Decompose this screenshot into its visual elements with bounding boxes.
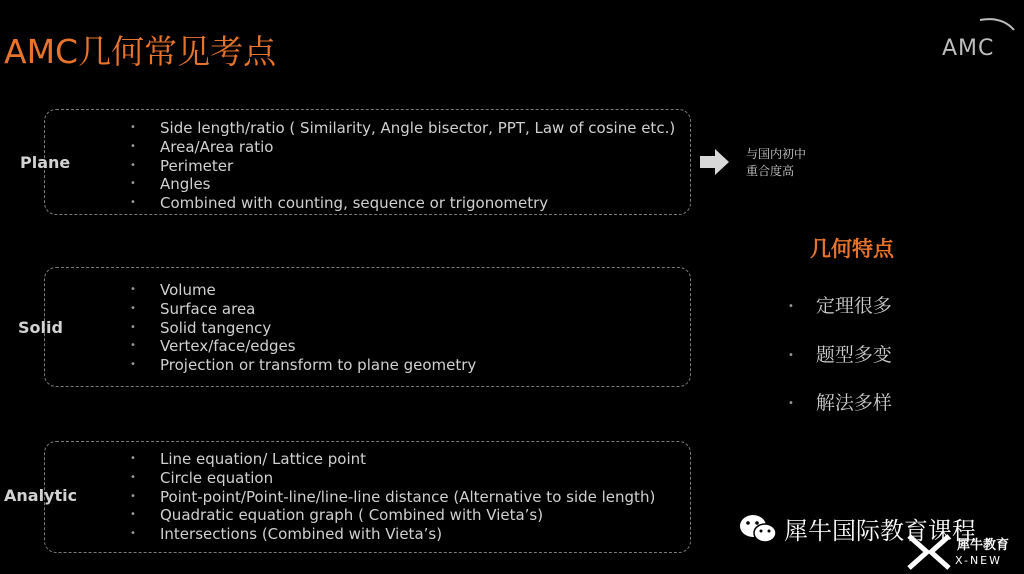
brand-name: 犀牛国际教育课程 [784,517,976,545]
analytic-topic-list [130,450,655,544]
list-item: • Line equation/ Lattice point [130,450,367,468]
list-item: • Vertex/face/edges [130,337,296,356]
list-item: • Surface area [130,299,256,318]
feature-item: • 解法多样 [788,392,892,414]
amc-logo-text: AMC [942,36,995,61]
x-new-en-name: X-NEW [955,554,1003,567]
list-item: • Circle equation [130,468,274,487]
overlap-note [746,146,806,180]
plane-topic-list [130,119,675,213]
amc-logo [940,14,1020,62]
wechat-icon [738,513,778,545]
solid-group-label: Solid [18,318,63,337]
x-new-cn-name: 犀牛教育 [957,538,1010,553]
x-new-logo-icon [905,532,955,572]
feature-item: • 题型多变 [788,344,892,366]
list-item: • Perimeter [130,156,234,175]
x-new-logo [905,532,1021,572]
page-title: AMC几何常见考点 [4,32,277,71]
feature-item: • 定理很多 [788,295,892,317]
list-item: • Intersections (Combined with Vieta’s) [130,525,443,544]
solid-topic-list [130,281,476,375]
list-item: • Combined with counting, sequence or trigonometry [130,194,549,213]
list-item: • Volume [130,281,216,299]
list-item: • Area/Area ratio [130,137,274,156]
list-item: • Projection or transform to plane geometry [130,356,477,375]
list-item: • Side length/ratio ( Similarity, Angle bisector, PPT, Law of cosine etc.) [130,119,676,137]
overlap-note-line-2: 重合度高 [746,164,795,178]
analytic-group-label: Analytic [4,486,78,505]
list-item: • Quadratic equation graph ( Combined with Vieta’s) [130,506,544,525]
list-item: • Angles [130,175,211,194]
list-item: • Solid tangency [130,318,272,337]
overlap-note-line-1: 与国内初中 [746,147,807,161]
arrow-right-icon [700,148,730,176]
plane-group-label: Plane [20,153,71,172]
list-item: • Point-point/Point-line/line-line distance (Alternative to side length) [130,487,656,506]
features-title: 几何特点 [810,237,894,261]
